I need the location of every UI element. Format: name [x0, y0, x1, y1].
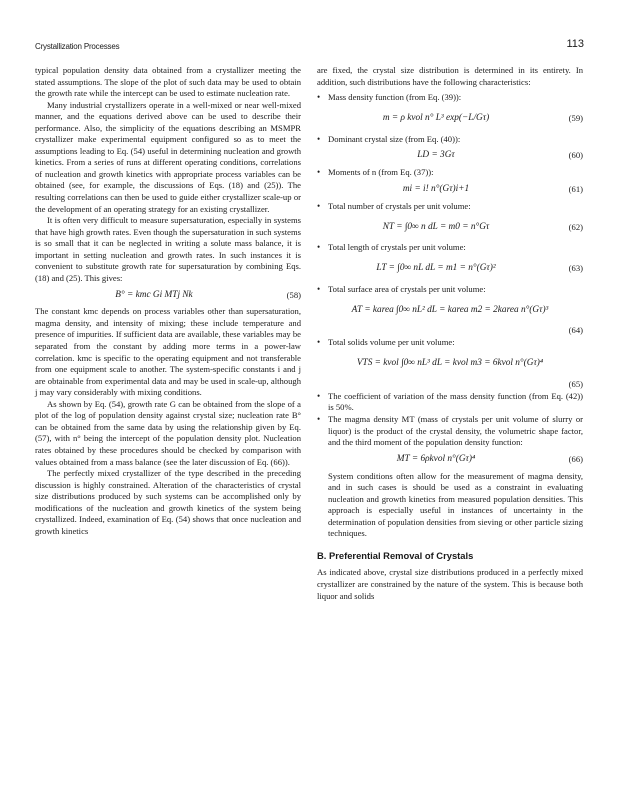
equation-64	[317, 295, 583, 325]
right-paragraph-after-bullets: System conditions often allow for the measurement of magma density, and in such cases is should be used as a constraint in evaluating nucleation and growth kinetics from measured population densities. This approach is especially useful in instances of uncertainty in the determination of population densities from sieving or other particle sizing techniques.	[328, 470, 583, 539]
equation-62	[317, 212, 583, 242]
bullet-magma-density: • The magma density MT (mass of crystals per unit volume of slurry or liquor) is the product of the crystal density, the volumetric shape factor, and the third moment of the population density function:	[317, 414, 583, 449]
equation-58-number: (58)	[286, 289, 301, 300]
bullet-dominant-size: • Dominant crystal size (from Eq. (40)):	[317, 134, 583, 146]
equation-64-expression: AT = karea ∫0∞ nL² dL = karea m2 = 2karea n°(Gτ)³	[351, 304, 549, 315]
equation-59-number: (59)	[568, 112, 583, 123]
equation-61-number: (61)	[568, 183, 583, 194]
equation-63	[317, 254, 583, 284]
equation-65-number: (65)	[568, 378, 583, 389]
equation-60-number: (60)	[568, 150, 583, 161]
section-heading: B. Preferential Removal of Crystals	[317, 549, 474, 561]
equation-58-expression: B° = kmc Gi MTj Nk	[115, 289, 193, 300]
bullet-total-length: • Total length of crystals per unit volume:	[317, 242, 583, 254]
left-paragraph-4: The constant kmc depends on process variables other than supersaturation, magma density, and intensity of mixing; these include temperature and presence of impurities. If sufficient data are available, these variables may be separated from the constant by adding more terms in a power-law correlation. kmc is specific to the operating equipment and not transferable from one equipment scale to another. The system-specific constants i and j are obtainable from experimental data and may be used in scale-up, although j may vary considerably with mixing conditions.	[35, 306, 301, 398]
bullet-mass-density: • Mass density function (from Eq. (39)):	[317, 92, 583, 104]
equation-66-expression: MT = 6ρkvol n°(Gτ)⁴	[396, 453, 476, 464]
bullet-coefficient-variation: • The coefficient of variation of the mass density function (from Eq. (42)) is 50%.	[317, 391, 583, 414]
left-paragraph-5: As shown by Eq. (54), growth rate G can be obtained from the slope of a plot of the log of population density against crystal size; nucleation rate B° can be obtained from the same data by using the relationship given by Eq. (57), with n° being the intercept of the population density plot. Nucleation rates obtained by these procedures should be checked by comparison with values obtained from a mass balance (see the later discussion of Eq. (66)).	[35, 398, 301, 467]
bullet-moments: • Moments of n (from Eq. (37)):	[317, 167, 583, 179]
equation-60	[317, 145, 583, 167]
bullet-total-number: • Total number of crystals per unit volume:	[317, 201, 583, 213]
equation-66	[317, 449, 583, 471]
page-number: 113	[566, 38, 584, 50]
running-title: Crystallization Processes	[35, 42, 120, 51]
equation-61-expression: mi = i! n°(Gτ)i+1	[402, 183, 470, 194]
equation-63-number: (63)	[568, 263, 583, 274]
left-paragraph-1: typical population density data obtained from a crystallizer meeting the stated assumptions. The slope of the plot of such data may be used to obtain the growth rate while the intercept can be used to estimate nucleation rate.	[35, 65, 301, 99]
left-column	[35, 65, 301, 537]
equation-59	[317, 104, 583, 134]
left-paragraph-3: It is often very difficult to measure supersaturation, especially in systems that have high growth rates. Even though the supersaturation in such systems is so small that it can be neglected in writing a solute mass balance, it is important in setting nucleation and growth rates. In such instances it is convenient to substitute growth rate for supersaturation by combining Eqs. (18) and (25). This gives:	[35, 215, 301, 283]
right-paragraph-1: are fixed, the crystal size distribution is determined in its entirety. In addition, such distributions have the following characteristics:	[317, 65, 583, 87]
equation-58	[35, 284, 301, 306]
equation-59-expression: m = ρ kvol n° L³ exp(−L/Gτ)	[382, 112, 490, 123]
equation-61	[317, 179, 583, 201]
equation-60-expression: LD = 3Gτ	[417, 150, 455, 161]
left-paragraph-6: The perfectly mixed crystallizer of the type described in the preceding discussion is highly constrained. Alteration of the characteristics of crystal size distributions produced by such systems can be accomplished only by modifications of the nucleation and growth kinetics of the system being crystallized. Indeed, examination of Eq. (54) shows that once nucleation and growth kinetics	[35, 468, 301, 536]
equation-64-number: (64)	[568, 325, 583, 336]
equation-62-number: (62)	[568, 221, 583, 232]
right-column	[317, 65, 583, 602]
left-paragraph-2: Many industrial crystallizers operate in a well-mixed or near well-mixed manner, and the equations derived above can be used to describe their performance. Also, the simplicity of the equations describing an MSMPR crystallizer make experimental equipment configured so as to meet the assumptions leading to Eq. (54) useful in determining nucleation and growth kinetics. From a series of runs at different operating conditions, correlations of nucleation and growth kinetics with appropriate process variables can be obtained (see, for example, the discussions of Eqs. (18) and (25)). The resulting correlations can then be used to guide either crystallizer scale-up or the development of an operating strategy for an existing crystallizer.	[35, 99, 301, 214]
equation-65-expression: VTS = kvol ∫0∞ nL³ dL = kvol m3 = 6kvol n°(Gτ)⁴	[356, 358, 544, 369]
bullet-total-volume: • Total solids volume per unit volume:	[317, 337, 583, 349]
right-paragraph-last: As indicated above, crystal size distributions produced in a perfectly mixed crystallizer are constrained by the nature of the system. This is because both liquor and solids	[317, 567, 583, 601]
equation-62-expression: NT = ∫0∞ n dL = m0 = n°Gτ	[382, 221, 490, 232]
bullet-total-surface: • Total surface area of crystals per unit volume:	[317, 284, 583, 296]
equation-63-expression: LT = ∫0∞ nL dL = m1 = n°(Gτ)²	[376, 263, 496, 274]
equation-66-number: (66)	[568, 453, 583, 464]
equation-65	[317, 349, 583, 379]
